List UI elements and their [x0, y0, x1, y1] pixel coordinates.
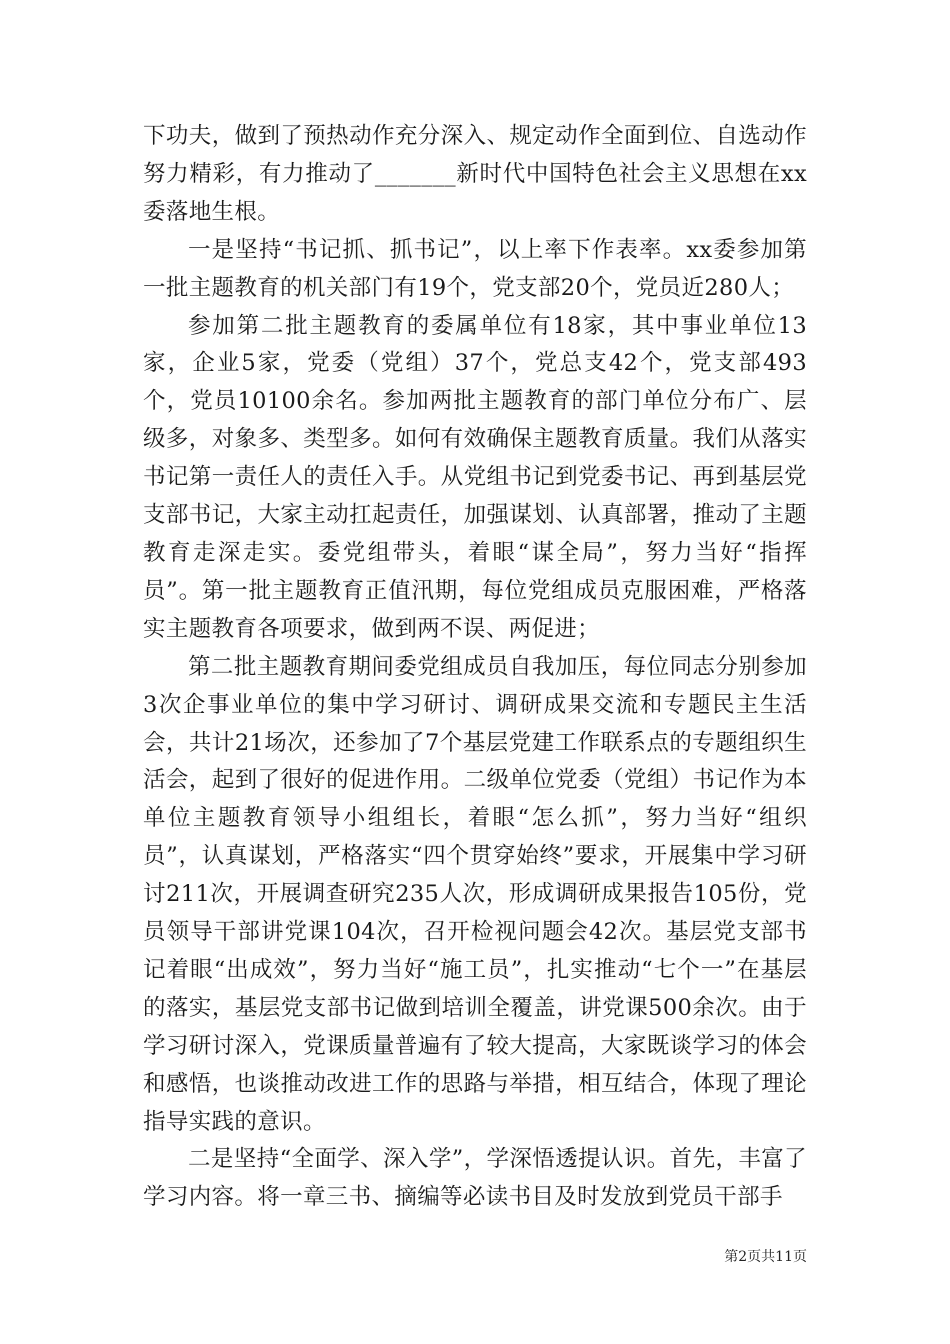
paragraph-comprehensive-study: 二是坚持“全面学、深入学”，学深悟透提认识。首先，丰富了学习内容。将一章三书、摘编等必读书目及时发放到党员干部手	[143, 1146, 807, 1211]
paragraph-secretary-responsibility: 一是坚持“书记抓、抓书记”，以上率下作表率。xx委参加第一批主题教育的机关部门有19个，党支部20个，党员近280人；	[143, 236, 807, 301]
paragraph-second-batch-period: 第二批主题教育期间委党组成员自我加压，每位同志分别参加3次企事业单位的集中学习研讨、调研成果交流和专题民主生活会，共计21场次，还参加了7个基层党建工作联系点的专题组织生活会，起到了很好的促进作用。二级单位党委（党组）书记作为本单位主题教育领导小组组长，着眼“怎么抓”，努力当好“组织员”，认真谋划，严格落实“四个贯穿始终”要求，开展集中学习研讨211次，开展调查研究235人次，形成调研成果报告105份，党员领导干部讲党课104次，召开检视问题会42次。基层党支部书记着眼“出成效”，努力当好“施工员”，扎实推动“七个一”在基层的落实，基层党支部书记做到培训全覆盖，讲党课500余次。由于学习研讨深入，党课质量普遍有了较大提高，大家既谈学习的体会和感悟，也谈推动改进工作的思路与举措，相互结合，体现了理论指导实践的意识。	[143, 653, 807, 1135]
document-body	[143, 118, 807, 1217]
page-number-footer: 第2页共11页	[724, 1249, 807, 1265]
paragraph-continued: 下功夫，做到了预热动作充分深入、规定动作全面到位、自选动作努力精彩，有力推动了_______新时代中国特色社会主义思想在xx委落地生根。	[143, 123, 807, 225]
paragraph-second-batch-units: 参加第二批主题教育的委属单位有18家，其中事业单位13家，企业5家，党委（党组）37个，党总支42个，党支部493个，党员10100余名。参加两批主题教育的部门单位分布广、层级多，对象多、类型多。如何有效确保主题教育质量。我们从落实书记第一责任人的责任入手。从党组书记到党委书记、再到基层党支部书记，大家主动扛起责任，加强谋划、认真部署，推动了主题教育走深走实。委党组带头，着眼“谋全局”，努力当好“指挥员”。第一批主题教育正值汛期，每位党组成员克服困难，严格落实主题教育各项要求，做到两不误、两促进；	[143, 312, 807, 642]
